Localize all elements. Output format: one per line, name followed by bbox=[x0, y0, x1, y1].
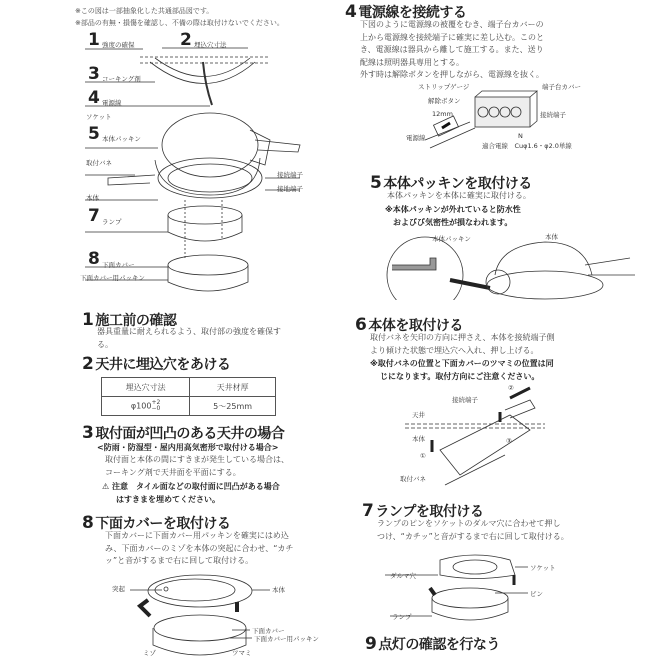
section-8-text: 下面カバーに下面カバー用パッキンを確実にはめ込 み、下面カバーのミゾを本体の突起に合わせ、“カチ ッ”と音がするまで右に回して取付ける。 bbox=[105, 531, 294, 565]
lamp-diagram bbox=[330, 550, 663, 630]
section-2-title: 2 天井に埋込穴をあける bbox=[82, 354, 231, 374]
label-body-gasket: 本体パッキン bbox=[102, 135, 141, 143]
section-6-warning: ※取付バネの位置と下面カバーのツマミの位置は同 じになります。取付方向にご注意ください。 bbox=[370, 359, 554, 381]
label-12mm: 12mm bbox=[432, 110, 453, 118]
label-num-8: 8 bbox=[88, 249, 100, 269]
mounting-diagram bbox=[330, 380, 663, 490]
label-step-1: ① bbox=[420, 452, 426, 460]
note-2: ※部品の有無・損傷を確認し、不備の際は取付けないでください。 bbox=[75, 19, 284, 27]
label-hole-size: 埋込穴寸法 bbox=[194, 41, 227, 49]
label-wire-spec: 適合電線 Cuφ1.6・φ2.0単線 bbox=[482, 142, 572, 150]
label-groove: ミゾ bbox=[143, 649, 156, 657]
table-header: 埋込穴寸法 bbox=[102, 378, 190, 397]
label-num-4: 4 bbox=[88, 88, 100, 108]
section-3-text: 取付面と本体の間にすきまが発生している場合は、 コーキング剤で天井面を平面にする。 bbox=[105, 455, 289, 477]
label-socket: ソケット bbox=[86, 113, 112, 121]
section-3-subtitle: <防雨・防湿型・屋内用高気密形で取付ける場合> bbox=[97, 443, 279, 452]
cover-diagram bbox=[0, 570, 330, 663]
section-1-title: 1 施工前の確認 bbox=[82, 310, 177, 330]
label-num-7: 7 bbox=[88, 206, 100, 226]
section-1-text: 器具重量に耐えられるよう、取付部の強度を確保す る。 bbox=[97, 327, 281, 349]
hole-size-table bbox=[101, 377, 276, 416]
label-cover: 下面カバー bbox=[252, 627, 285, 635]
exploded-drawing bbox=[0, 0, 330, 300]
label-caulking: コーキング剤 bbox=[102, 75, 141, 83]
label-bump: 突起 bbox=[112, 585, 125, 593]
section-8-title: 8 下面カバーを取付ける bbox=[82, 513, 231, 533]
label-power-wire: 電源線 bbox=[102, 99, 122, 107]
label-lamp: ランプ bbox=[102, 218, 122, 226]
label-connector: 接続端子 bbox=[277, 171, 303, 179]
table-cell: φ100+2 −0 bbox=[102, 397, 190, 416]
label-spring: 取付バネ bbox=[86, 159, 112, 167]
section-5-title: 5 本体パッキンを取付ける bbox=[370, 173, 532, 193]
label-step-2: ② bbox=[508, 384, 514, 392]
label-n: N bbox=[518, 132, 523, 140]
label-strength: 強度の確保 bbox=[102, 41, 135, 49]
label-num-3: 3 bbox=[88, 64, 100, 84]
label-num-2: 2 bbox=[180, 30, 192, 50]
label-spring: 取付バネ bbox=[400, 475, 426, 483]
label-release-button: 解除ボタン bbox=[428, 97, 461, 105]
table-cell: 5〜25mm bbox=[190, 397, 276, 416]
label-terminal-cover: 端子台カバー bbox=[542, 83, 581, 91]
label-body: 本体 bbox=[545, 233, 558, 241]
label-num-1: 1 bbox=[88, 30, 100, 50]
section-7-title: 7 ランプを取付ける bbox=[362, 501, 484, 521]
section-4-text: 下図のように電源線の被覆をむき、端子台カバーの 上から電源線を接続端子に確実に差し込む。このと き、電源線は器具から離して施工する。また、送り 配線は照明器具専用とする。 外す時は解除ボタンを押しながら、電源線を抜く。 bbox=[360, 20, 544, 79]
label-step-3: ③ bbox=[506, 437, 512, 445]
label-body: 本体 bbox=[86, 194, 99, 202]
section-5-warning: ※本体パッキンが外れていると防水性 およびび気密性が損なわれます。 bbox=[385, 205, 521, 227]
label-cover: 下面カバー bbox=[102, 261, 135, 269]
label-lamp: ランプ bbox=[392, 613, 412, 621]
section-6-title: 6 本体を取付ける bbox=[355, 315, 463, 335]
label-strip-gauge: ストリップゲージ bbox=[418, 83, 470, 91]
label-connector: 接続端子 bbox=[540, 111, 566, 119]
label-socket: ソケット bbox=[530, 564, 556, 572]
label-ceiling: 天井 bbox=[412, 411, 425, 419]
section-7-text: ランプのピンをソケットのダルマ穴に合わせて押し つけ、“カチッ”と音がするまで右に回して取付ける。 bbox=[377, 519, 569, 541]
label-body: 本体 bbox=[412, 435, 425, 443]
section-3-title: 3 取付面が凹凸のある天井の場合 bbox=[82, 423, 285, 443]
label-knob: ツマミ bbox=[232, 649, 252, 657]
section-3-warning: ⚠ 注意 タイル面などの取付面に凹凸がある場合 はすきまを埋めてください。 bbox=[102, 482, 280, 504]
note-1: ※この図は一部抽象化した共通部品図です。 bbox=[75, 7, 214, 15]
table-header: 天井材厚 bbox=[190, 378, 276, 397]
section-9-title: 9 点灯の確認を行なう bbox=[365, 634, 500, 654]
gasket-diagram bbox=[330, 230, 663, 300]
section-6-text: 取付バネを矢印の方向に押さえ、本体を接続端子側 より傾けた状態で埋込穴へ入れ、押し上げる。 bbox=[370, 333, 555, 355]
label-earth: 接地端子 bbox=[277, 185, 303, 193]
label-body-gasket: 本体パッキン bbox=[432, 235, 471, 243]
label-hole: ダルマ穴 bbox=[390, 572, 416, 580]
section-5-text: 本体パッキンを本体に確実に取付ける。 bbox=[387, 191, 531, 200]
label-cover-gasket: 下面カバー用パッキン bbox=[80, 274, 145, 282]
label-pin: ピン bbox=[530, 590, 543, 598]
label-wire: 電源線 bbox=[406, 134, 426, 142]
label-num-5: 5 bbox=[88, 124, 100, 144]
label-connector: 接続端子 bbox=[452, 396, 478, 404]
label-cover-gasket: 下面カバー用パッキン bbox=[254, 635, 319, 643]
label-body: 本体 bbox=[272, 586, 285, 594]
section-4-title: 4 電源線を接続する bbox=[345, 2, 467, 22]
